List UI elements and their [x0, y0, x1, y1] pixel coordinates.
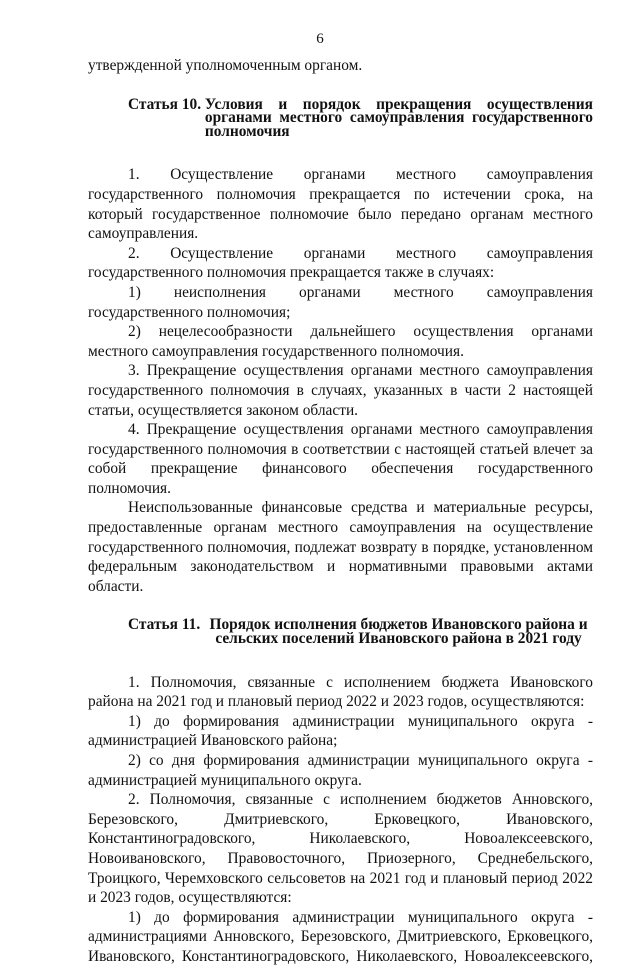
article-number: Статья 10.: [128, 95, 205, 113]
paragraph: Неиспользованные финансовые средства и материальные ресурсы, предоставленные органам местного самоуправления на осуществление государственного полномочия, подлежат возврату в порядке, установленном федеральным законодательством и нормативными правовыми актами области.: [88, 499, 593, 595]
article-11-heading: [88, 616, 593, 648]
paragraph: 1. Осуществление органами местного самоуправления государственного полномочия прекращается по истечении срока, на который государственное полномочие было передано органам местного самоуправления.: [88, 166, 593, 243]
paragraph: 2) со дня формирования администрации муниципального округа - администрацией муниципального округа.: [88, 752, 593, 789]
paragraph: 1) неисполнения органами местного самоуправления государственного полномочия;: [88, 283, 593, 321]
article-10-heading: [88, 95, 593, 140]
article-title: Порядок исполнения бюджетов Ивановского района и сельских поселений Ивановского района в 2021 году: [209, 616, 588, 648]
paragraph: утвержденной уполномоченным органом.: [88, 57, 363, 74]
article-number: Статья 11.: [128, 616, 205, 634]
paragraph: 4. Прекращение осуществления органами местного самоуправления государственного полномочия в соответствии с настоящей статьей влечет за собой прекращение финансового обеспечения государственного полномочия.: [88, 421, 593, 497]
paragraph: 2. Осуществление органами местного самоуправления государственного полномочия прекращается также в случаях:: [88, 244, 593, 282]
document-body: [88, 56, 593, 967]
paragraph: 3. Прекращение осуществления органами местного самоуправления государственного полномочия в случаях, указанных в части 2 настоящей статьи, осуществляется законом области.: [88, 362, 593, 419]
paragraph: 2. Полномочия, связанные с исполнением бюджетов Анновского, Березовского, Дмитриевского, Ерковецкого, Ивановского, Константиноградовского, Николаевского, Новоалексеевского, Новоивановского, Правовосточного, Приозерного, Среднебельского, Троицкого, Черемховского сельсоветов на 2021 год и плановый период 2022 и 2023 годов, осуществляются:: [88, 791, 593, 907]
page-number: 6: [316, 31, 324, 47]
paragraph: 2) нецелесообразности дальнейшего осуществления органами местного самоуправления государственного полномочия.: [88, 323, 593, 360]
article-title: Условия и порядок прекращения осуществления органами местного самоуправления государственного полномочия: [204, 95, 593, 140]
paragraph: 1. Полномочия, связанные с исполнением бюджета Ивановского района на 2021 год и плановый период 2022 и 2023 годов, осуществляются:: [88, 673, 593, 711]
paragraph: 1) до формирования администрации муниципального округа - администрацией Ивановского района;: [88, 712, 593, 750]
paragraph: 1) до формирования администрации муниципального округа - администрациями Анновского, Березовского, Дмитриевского, Ерковецкого, Ивановского, Константиноградовского, Николаевского, Новоалексеевского,: [88, 908, 593, 965]
